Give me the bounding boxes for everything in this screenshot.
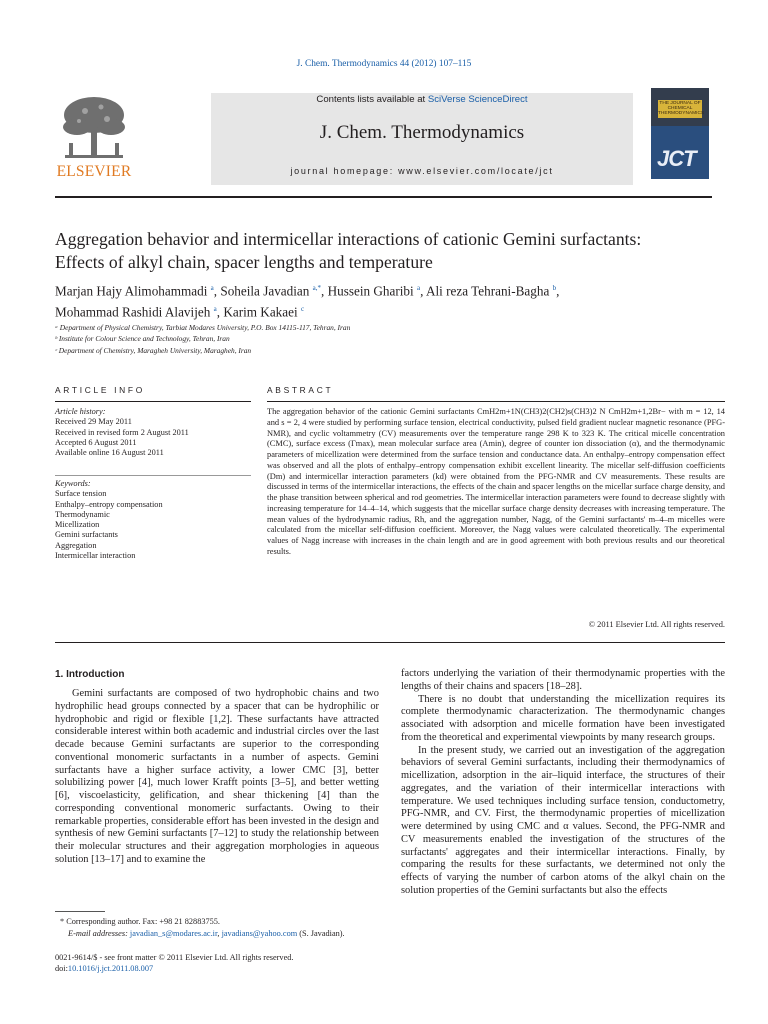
email-link[interactable]: javadian_s@modares.ac.ir [129, 929, 218, 938]
homepage-link[interactable]: www.elsevier.com/locate/jct [398, 166, 554, 176]
author-name: Soheila Javadian [220, 283, 310, 299]
email-link[interactable]: javadians@yahoo.com [221, 929, 298, 938]
history-item: Received in revised form 2 August 2011 [55, 427, 189, 437]
footnote-rule [55, 911, 105, 912]
journal-citation[interactable]: J. Chem. Thermodynamics 44 (2012) 107–115 [296, 59, 472, 69]
body-paragraph: factors underlying the variation of their thermodynamic properties with the lengths of their chains and spacers [18–28]. [401, 668, 725, 692]
keywords-label: Keywords: [55, 479, 91, 488]
keyword-item: Micellization [55, 520, 100, 530]
keyword-item: Gemini surfactants [55, 530, 118, 540]
issn-line: 0021-9614/$ - see front matter © 2011 Elsevier Ltd. All rights reserved. [55, 953, 294, 962]
article-history [55, 407, 255, 458]
email-separator: , [217, 929, 222, 938]
email-suffix: (S. Javadian). [297, 929, 345, 938]
email-footnote [68, 929, 345, 940]
copyright-notice: © 2011 Elsevier Ltd. All rights reserved. [588, 620, 725, 629]
author-affiliation-mark[interactable]: b [552, 284, 557, 292]
history-label: Article history: [55, 407, 106, 416]
article-info-heading: ARTICLE INFO [55, 385, 145, 395]
elsevier-logo [55, 93, 133, 181]
body-right-column [401, 668, 725, 898]
corresponding-author: * Corresponding author. Fax: +98 21 82883755. [60, 917, 221, 926]
abstract-bottom-rule [55, 642, 725, 643]
info-divider [55, 401, 251, 402]
body-paragraph: In the present study, we carried out an investigation of the aggregation behaviors of several Gemini surfactants, including their thermodynamics of micellization, adsorption in the air–liquid interface, the structures of their aggregates, and the variation of their intermicellar interactions with temperature. We used techniques including surface tension, conductometry, PFG-NMR, and CV. First, the thermodynamic properties of micellization were determined by using CMC and α values. Second, the PFG-NMR and CV measurements enabled the investigation of the structures of the surfactants' aggregates and their intermicellar interactions. Finally, by comparing the results for these surfactants, we determined not only the effects of varying the number of carbon atoms of the alkyl chain on the solution properties of the Gemini surfactants but also the effects [401, 744, 725, 896]
contents-prefix: Contents lists available at [316, 94, 428, 105]
keywords-divider [55, 475, 251, 476]
cover-title: THE JOURNAL OF CHEMICAL THERMODYNAMICS [658, 101, 705, 116]
article-title: Aggregation behavior and intermicellar interactions of cationic Gemini surfactants: Effects of alkyl chain, spacer lengths and temperature [55, 229, 642, 272]
keyword-item: Thermodynamic [55, 509, 110, 519]
affiliations [55, 322, 655, 356]
keyword-item: Intermicellar interaction [55, 551, 136, 561]
author-name: Mohammad Rashidi Alavijeh [55, 304, 211, 320]
section-heading: 1. Introduction [55, 669, 125, 680]
keyword-item: Surface tension [55, 489, 107, 499]
author-affiliation-mark[interactable]: c [300, 305, 305, 314]
author-affiliation-mark[interactable]: a [213, 305, 217, 314]
history-item: Accepted 6 August 2011 [55, 437, 137, 447]
elsevier-wordmark: ELSEVIER [56, 163, 132, 180]
sciencedirect-link[interactable]: SciVerse ScienceDirect [427, 94, 528, 105]
keywords [55, 479, 255, 561]
abstract-heading: ABSTRACT [267, 385, 334, 395]
doi-link[interactable]: 10.1016/j.jct.2011.08.007 [67, 964, 154, 973]
cover-logo: JCT [657, 146, 696, 171]
author-name: Marjan Hajy Alimohammadi [55, 283, 208, 299]
author-affiliation-mark[interactable]: a [210, 284, 214, 292]
affiliation-item: ᵃ Department of Physical Chemistry, Tarbiat Modares University, P.O. Box 14115-117, Tehran, Iran [55, 323, 351, 332]
body-left-column [55, 688, 379, 867]
keyword-item: Enthalpy–entropy compensation [55, 499, 163, 509]
contents-line [211, 94, 633, 105]
affiliation-item: ᶜ Department of Chemistry, Maragheh University, Maragheh, Iran [55, 345, 252, 355]
history-item: Received 29 May 2011 [55, 417, 132, 427]
doi-line [55, 964, 153, 975]
author-affiliation-mark[interactable]: a,* [312, 284, 322, 292]
header-rule [55, 196, 712, 198]
body-paragraph: Gemini surfactants are composed of two hydrophobic chains and two hydrophilic head groups connected by a spacer that can be hydrophilic or hydrophobic and rigid or flexible [1,2]. These surfactants have attracted considerable interest within both academic and industrial circles over the last decade because Gemini surfactants are superior to the corresponding conventional monomeric surfactants in a number of aspects. Gemini surfactants have a higher surface activity, a lower CMC [3], better solubilizing power [4], much lower Krafft points [3–5], and better wetting [6], viscoelasticity, gelification, and shear thickening [4] than the corresponding conventional monomeric surfactants. Owing to their remarkable properties, considerable effort has been invested in the design and synthesis of new Gemini surfactants [7–12] to study the relationship between their molecular structures and their aggregation morphologies in aqueous solution [13–17] and to examine the [55, 688, 379, 865]
journal-name: J. Chem. Thermodynamics [319, 122, 525, 143]
homepage-prefix: journal homepage: [290, 166, 399, 176]
author-name: Ali reza Tehrani-Bagha [425, 283, 550, 299]
abstract-divider [267, 401, 725, 402]
history-item: Available online 16 August 2011 [55, 448, 164, 458]
email-label: E-mail addresses: [68, 929, 130, 938]
journal-homepage [211, 166, 633, 176]
author-name: Karim Kakaei [223, 304, 298, 320]
body-paragraph: There is no doubt that understanding the micellization requires its complete thermodynamic characterization. The thermodynamic changes associated with adsorption and micelle formation have been investigated from the theoretical and experimental viewpoints by many research groups. [401, 693, 725, 743]
author-name: Hussein Gharibi [327, 283, 414, 299]
doi-prefix: doi: [55, 964, 68, 973]
author-list: Marjan Hajy Alimohammadi $^a$, Soheila Javadian $^{a,*}$, Hussein Gharibi $^a$, Ali reza Tehrani-Bagha $^b$, Mohammad Rashidi Alavijeh $^a$, Karim Kakaei $^c$ [55, 283, 560, 320]
journal-cover[interactable] [651, 88, 709, 179]
affiliation-item: ᵇ Institute for Colour Science and Technology, Tehran, Iran [55, 334, 230, 344]
author-affiliation-mark[interactable]: a [416, 284, 421, 292]
keyword-item: Aggregation [55, 540, 97, 550]
abstract-text: The aggregation behavior of the cationic Gemini surfactants CmH2m+1N(CH3)2(CH2)s(CH3)2 N CmH2m+1,2Br− with m = 12, 14 and s = 2, 4 were studied by performing surface tension, electrical conductivity, pulsed field gradient nuclear magnetic resonance (PFG-NMR), and cyclic voltammetry (CV) measurements over the temperature range 298 K to 323 K. The critical micelle concentration (CMC), surface excess (Γmax), mean molecular surface area (Amin), degree of counter ion dissociation (α), and the thermodynamic parameters of micellization were determined from the surface tension and conductance data. An enthalpy–entropy compensation effect was observed and all the plots of enthalpy–entropy compensation exhibit excellent linearity. The micellar self-diffusion coefficients (Dm) and intermicellar interaction parameters (kd) were obtained from the PFG-NMR and CV measurements. These results are discussed in terms of the intermicellar interactions, the effects of the chain and spacer lengths on the micellar surface charge density, and the phase transition between spherical and rod geometries. The intermicellar interaction parameters were found to decrease slightly with increasing temperature for 14–4–14, which suggests that the micellar surface charge density decreases with increasing temperature. The mean values of the hydrodynamic radius, Rh, and the aggregation number, Nagg, of the Gemini surfactants' m–4–m micelles were calculated from the micellar self-diffusion coefficient. Moreover, the Nagg values were calculated theoretically. The experimental values of Nagg increase with increases in the chain length and are in good agreement with both previous results and our theoretical results. [267, 407, 725, 556]
